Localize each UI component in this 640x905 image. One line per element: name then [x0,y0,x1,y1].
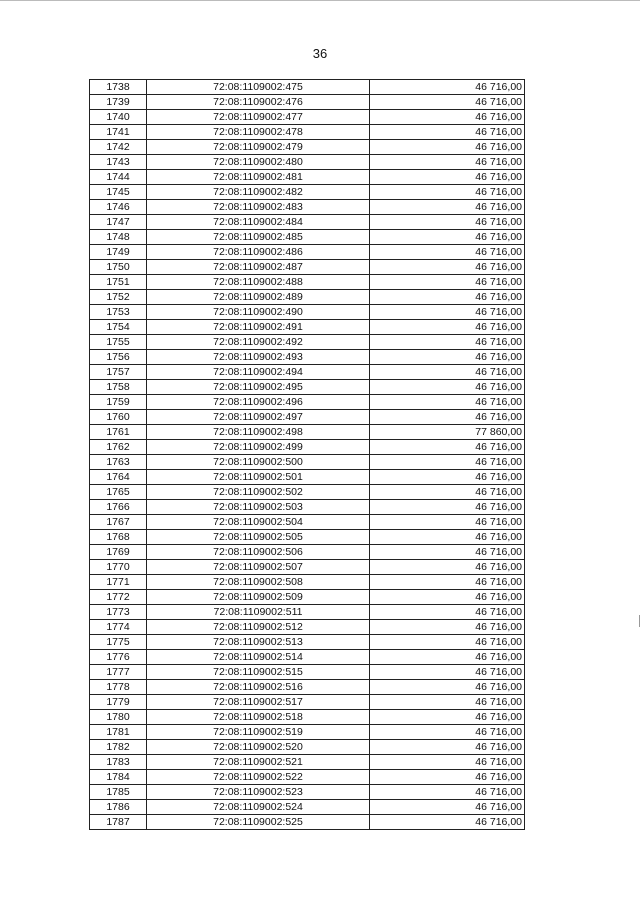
row-number-cell: 1746 [90,200,147,215]
row-number-cell: 1753 [90,305,147,320]
row-number-cell: 1767 [90,515,147,530]
table-row [90,710,525,725]
value-cell: 46 716,00 [370,695,525,710]
cadastral-number-cell: 72:08:1109002:492 [147,335,370,350]
table-row [90,650,525,665]
value-cell: 46 716,00 [370,725,525,740]
cadastral-number-cell: 72:08:1109002:478 [147,125,370,140]
cadastral-number-cell: 72:08:1109002:506 [147,545,370,560]
row-number-cell: 1738 [90,80,147,95]
cadastral-number-cell: 72:08:1109002:481 [147,170,370,185]
row-number-cell: 1774 [90,620,147,635]
row-number-cell: 1752 [90,290,147,305]
value-cell: 46 716,00 [370,500,525,515]
table-row [90,785,525,800]
value-cell: 46 716,00 [370,245,525,260]
table-row [90,500,525,515]
value-cell: 46 716,00 [370,410,525,425]
cadastral-number-cell: 72:08:1109002:507 [147,560,370,575]
value-cell: 46 716,00 [370,140,525,155]
row-number-cell: 1765 [90,485,147,500]
table-row [90,770,525,785]
row-number-cell: 1778 [90,680,147,695]
value-cell: 46 716,00 [370,545,525,560]
value-cell: 46 716,00 [370,170,525,185]
row-number-cell: 1749 [90,245,147,260]
value-cell: 46 716,00 [370,275,525,290]
value-cell: 46 716,00 [370,200,525,215]
cadastral-number-cell: 72:08:1109002:518 [147,710,370,725]
value-cell: 46 716,00 [370,575,525,590]
value-cell: 46 716,00 [370,800,525,815]
cadastral-number-cell: 72:08:1109002:516 [147,680,370,695]
cadastral-number-cell: 72:08:1109002:479 [147,140,370,155]
cadastral-number-cell: 72:08:1109002:508 [147,575,370,590]
cadastral-number-cell: 72:08:1109002:489 [147,290,370,305]
row-number-cell: 1781 [90,725,147,740]
cadastral-number-cell: 72:08:1109002:487 [147,260,370,275]
value-cell: 46 716,00 [370,635,525,650]
row-number-cell: 1761 [90,425,147,440]
table-row [90,455,525,470]
value-cell: 46 716,00 [370,740,525,755]
table-row [90,620,525,635]
value-cell: 46 716,00 [370,755,525,770]
value-cell: 46 716,00 [370,455,525,470]
table-row [90,230,525,245]
value-cell: 46 716,00 [370,350,525,365]
cadastral-number-cell: 72:08:1109002:477 [147,110,370,125]
value-cell: 46 716,00 [370,605,525,620]
table-row [90,605,525,620]
row-number-cell: 1771 [90,575,147,590]
row-number-cell: 1782 [90,740,147,755]
value-cell: 46 716,00 [370,215,525,230]
value-cell: 46 716,00 [370,80,525,95]
table-row [90,410,525,425]
value-cell: 46 716,00 [370,665,525,680]
table-row [90,530,525,545]
value-cell: 46 716,00 [370,230,525,245]
table-row [90,320,525,335]
table-row [90,470,525,485]
table-row [90,590,525,605]
table-row [90,560,525,575]
value-cell: 46 716,00 [370,560,525,575]
value-cell: 46 716,00 [370,155,525,170]
row-number-cell: 1784 [90,770,147,785]
row-number-cell: 1787 [90,815,147,830]
value-cell: 46 716,00 [370,290,525,305]
row-number-cell: 1763 [90,455,147,470]
table-row [90,95,525,110]
table-row [90,755,525,770]
cadastral-number-cell: 72:08:1109002:511 [147,605,370,620]
cadastral-number-cell: 72:08:1109002:493 [147,350,370,365]
page-top-rule [0,0,640,1]
table-row [90,200,525,215]
table-row [90,545,525,560]
value-cell: 46 716,00 [370,815,525,830]
row-number-cell: 1741 [90,125,147,140]
cadastral-number-cell: 72:08:1109002:524 [147,800,370,815]
table-row [90,365,525,380]
cadastral-number-cell: 72:08:1109002:494 [147,365,370,380]
table-row [90,815,525,830]
table-row [90,395,525,410]
page-number: 36 [312,46,328,61]
table-row [90,800,525,815]
value-cell: 46 716,00 [370,485,525,500]
value-cell: 46 716,00 [370,320,525,335]
table-row [90,185,525,200]
cadastral-number-cell: 72:08:1109002:513 [147,635,370,650]
value-cell: 46 716,00 [370,440,525,455]
table-row [90,440,525,455]
table-row [90,170,525,185]
row-number-cell: 1740 [90,110,147,125]
cadastral-number-cell: 72:08:1109002:484 [147,215,370,230]
value-cell: 46 716,00 [370,110,525,125]
table-row [90,125,525,140]
value-cell: 46 716,00 [370,305,525,320]
row-number-cell: 1748 [90,230,147,245]
cadastral-number-cell: 72:08:1109002:525 [147,815,370,830]
row-number-cell: 1785 [90,785,147,800]
value-cell: 46 716,00 [370,395,525,410]
cadastral-number-cell: 72:08:1109002:498 [147,425,370,440]
value-cell: 46 716,00 [370,470,525,485]
cadastral-number-cell: 72:08:1109002:509 [147,590,370,605]
table-row [90,335,525,350]
cadastral-number-cell: 72:08:1109002:497 [147,410,370,425]
cadastral-number-cell: 72:08:1109002:485 [147,230,370,245]
cadastral-number-cell: 72:08:1109002:486 [147,245,370,260]
cadastral-number-cell: 72:08:1109002:522 [147,770,370,785]
cadastral-number-cell: 72:08:1109002:480 [147,155,370,170]
value-cell: 46 716,00 [370,365,525,380]
row-number-cell: 1744 [90,170,147,185]
cadastral-number-cell: 72:08:1109002:523 [147,785,370,800]
table-row [90,215,525,230]
table-row [90,275,525,290]
row-number-cell: 1772 [90,590,147,605]
row-number-cell: 1758 [90,380,147,395]
row-number-cell: 1783 [90,755,147,770]
table-row [90,80,525,95]
cadastral-number-cell: 72:08:1109002:515 [147,665,370,680]
row-number-cell: 1747 [90,215,147,230]
table-row [90,635,525,650]
row-number-cell: 1759 [90,395,147,410]
value-cell: 46 716,00 [370,380,525,395]
table-row [90,260,525,275]
table-row [90,665,525,680]
table-row [90,740,525,755]
row-number-cell: 1751 [90,275,147,290]
row-number-cell: 1770 [90,560,147,575]
row-number-cell: 1786 [90,800,147,815]
table-row [90,245,525,260]
row-number-cell: 1773 [90,605,147,620]
table-row [90,140,525,155]
value-cell: 46 716,00 [370,590,525,605]
row-number-cell: 1762 [90,440,147,455]
cadastral-number-cell: 72:08:1109002:482 [147,185,370,200]
row-number-cell: 1768 [90,530,147,545]
row-number-cell: 1750 [90,260,147,275]
cadastral-number-cell: 72:08:1109002:514 [147,650,370,665]
value-cell: 77 860,00 [370,425,525,440]
cadastral-number-cell: 72:08:1109002:521 [147,755,370,770]
value-cell: 46 716,00 [370,335,525,350]
table-row [90,485,525,500]
row-number-cell: 1775 [90,635,147,650]
cadastral-number-cell: 72:08:1109002:499 [147,440,370,455]
cadastral-number-cell: 72:08:1109002:490 [147,305,370,320]
value-cell: 46 716,00 [370,710,525,725]
row-number-cell: 1766 [90,500,147,515]
row-number-cell: 1739 [90,95,147,110]
cadastral-number-cell: 72:08:1109002:495 [147,380,370,395]
cadastral-number-cell: 72:08:1109002:519 [147,725,370,740]
value-cell: 46 716,00 [370,125,525,140]
table-row [90,725,525,740]
value-cell: 46 716,00 [370,680,525,695]
cadastral-table [89,79,525,830]
table-row [90,305,525,320]
row-number-cell: 1777 [90,665,147,680]
table-row [90,695,525,710]
value-cell: 46 716,00 [370,650,525,665]
table-row [90,425,525,440]
row-number-cell: 1742 [90,140,147,155]
value-cell: 46 716,00 [370,185,525,200]
cadastral-number-cell: 72:08:1109002:496 [147,395,370,410]
value-cell: 46 716,00 [370,530,525,545]
cadastral-number-cell: 72:08:1109002:520 [147,740,370,755]
cadastral-number-cell: 72:08:1109002:476 [147,95,370,110]
value-cell: 46 716,00 [370,515,525,530]
table-row [90,575,525,590]
cadastral-number-cell: 72:08:1109002:491 [147,320,370,335]
cadastral-number-cell: 72:08:1109002:500 [147,455,370,470]
row-number-cell: 1757 [90,365,147,380]
cadastral-number-cell: 72:08:1109002:475 [147,80,370,95]
cadastral-number-cell: 72:08:1109002:512 [147,620,370,635]
table-row [90,680,525,695]
row-number-cell: 1755 [90,335,147,350]
row-number-cell: 1745 [90,185,147,200]
cadastral-number-cell: 72:08:1109002:503 [147,500,370,515]
cadastral-number-cell: 72:08:1109002:501 [147,470,370,485]
cadastral-number-cell: 72:08:1109002:517 [147,695,370,710]
row-number-cell: 1764 [90,470,147,485]
table-row [90,290,525,305]
value-cell: 46 716,00 [370,95,525,110]
table-row [90,155,525,170]
cadastral-number-cell: 72:08:1109002:483 [147,200,370,215]
cadastral-number-cell: 72:08:1109002:488 [147,275,370,290]
cadastral-number-cell: 72:08:1109002:504 [147,515,370,530]
value-cell: 46 716,00 [370,785,525,800]
row-number-cell: 1780 [90,710,147,725]
cadastral-table-body [90,80,525,830]
table-row [90,515,525,530]
row-number-cell: 1760 [90,410,147,425]
table-row [90,350,525,365]
row-number-cell: 1754 [90,320,147,335]
cadastral-number-cell: 72:08:1109002:502 [147,485,370,500]
row-number-cell: 1769 [90,545,147,560]
value-cell: 46 716,00 [370,770,525,785]
value-cell: 46 716,00 [370,260,525,275]
row-number-cell: 1756 [90,350,147,365]
table-row [90,380,525,395]
table-row [90,110,525,125]
cadastral-number-cell: 72:08:1109002:505 [147,530,370,545]
row-number-cell: 1743 [90,155,147,170]
row-number-cell: 1776 [90,650,147,665]
value-cell: 46 716,00 [370,620,525,635]
row-number-cell: 1779 [90,695,147,710]
